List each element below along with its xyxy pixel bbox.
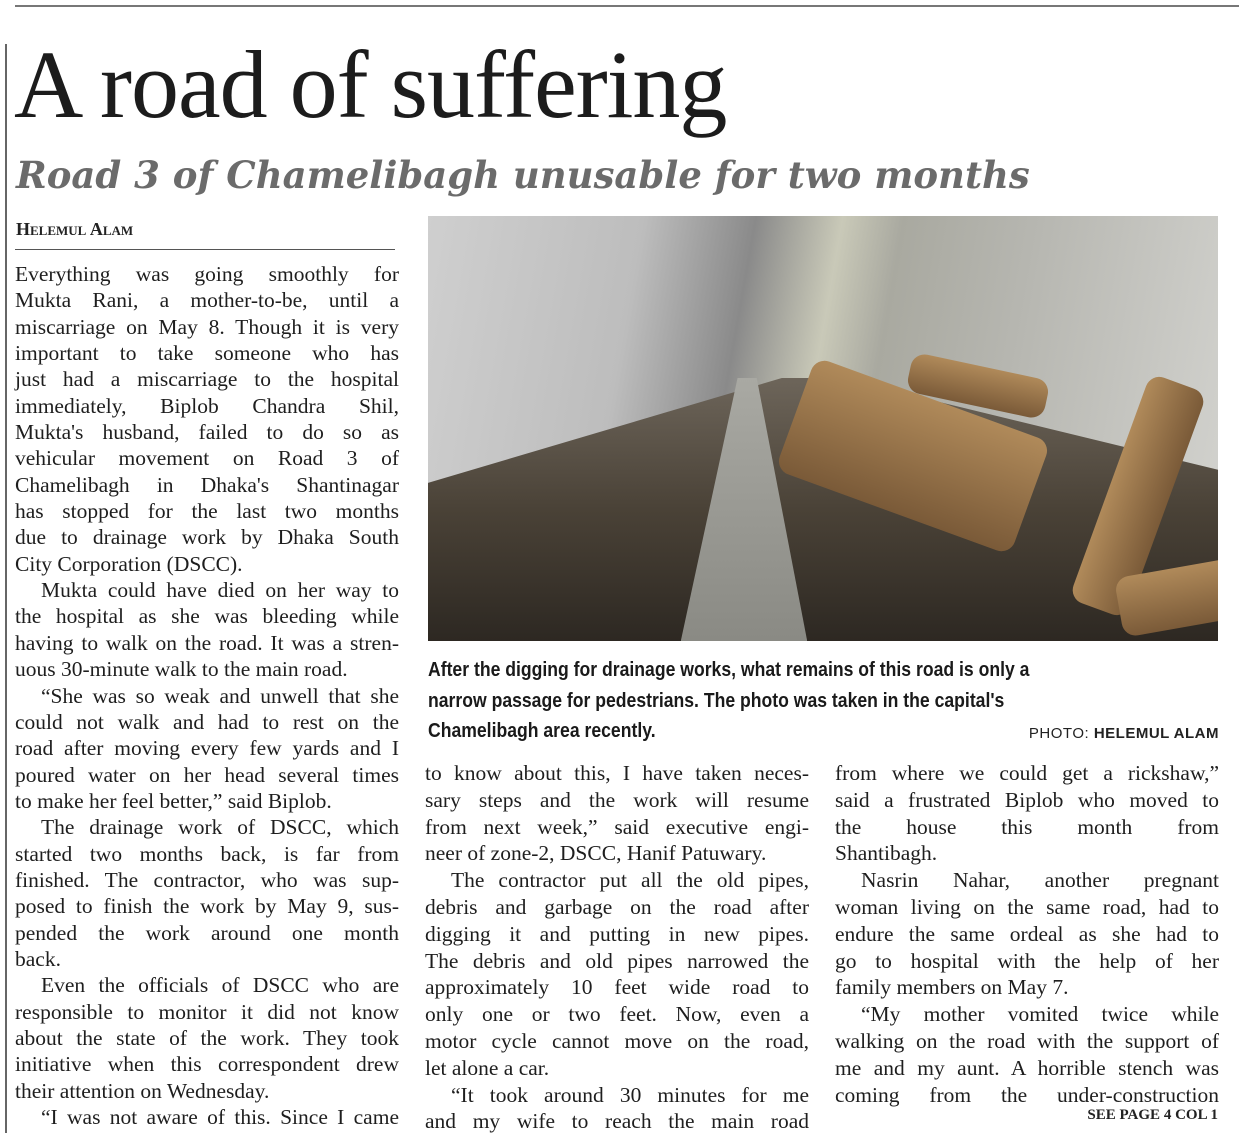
byline-rule [15,249,395,250]
text-line: just had a miscarriage to the hospital [15,367,399,392]
text-line: Nasrin Nahar, another pregnant [861,868,1219,893]
text-line: could not walk and had to rest on the [15,709,399,734]
caption-line: Chamelibagh area recently. [428,720,656,742]
text-line: Everything was going smoothly for [15,262,399,286]
text-line: go to hospital with the help of her [835,948,1219,973]
text-line: the hospital as she was bleeding while [15,604,399,629]
text-line: debris and garbage on the road after [425,894,809,919]
text-line: about the state of the work. They took [15,1025,399,1050]
text-line: coming from the under-construction [835,1082,1219,1107]
text-line: immediately, Biplob Chandra Shil, [15,393,399,418]
text-line: having to walk on the road. It was a stren- [15,630,399,655]
top-rule [15,5,1239,7]
text-line: The drainage work of DSCC, which [41,815,399,840]
text-line: neer of zone-2, DSCC, Hanif Patuwary. [425,841,767,866]
text-line: initiative when this correspondent drew [15,1052,399,1077]
text-line: to know about this, I have taken neces- [425,761,809,785]
text-line: from where we could get a rickshaw,” [835,761,1219,785]
text-line: Mukta's husband, failed to do so as [15,420,399,445]
text-line: to make her feel better,” said Biplob. [15,788,332,813]
text-line: “It took around 30 minutes for me [451,1082,809,1107]
photo-credit [1029,725,1219,742]
text-line: due to drainage work by Dhaka South [15,525,399,550]
text-line: endure the same ordeal as she had to [835,921,1219,946]
text-line: let alone a car. [425,1055,550,1080]
article-column-3 [835,760,1219,1108]
text-line: woman living on the same road, had to [835,894,1219,919]
text-line: motor cycle cannot move on the road, [425,1028,809,1053]
byline: Helemul Alam [16,219,134,239]
text-line: The debris and old pipes narrowed the [425,948,809,973]
text-line: started two months back, is far from [15,841,399,866]
text-line: said a frustrated Biplob who moved to [835,787,1219,812]
text-line: vehicular movement on Road 3 of [15,446,399,471]
caption-line: narrow passage for pedestrians. The photo was taken in the capital's [428,689,1005,712]
article-column-1 [15,261,399,1130]
text-line: Shantibagh. [835,841,938,866]
photo-credit-label: PHOTO: [1028,725,1090,742]
caption-line: After the digging for drainage works, what remains of this road is only a [428,659,1030,681]
continuation-note: SEE PAGE 4 COL 1 [1087,1107,1218,1123]
text-line: back. [15,946,61,971]
text-line: walking on the road with the support of [835,1028,1219,1053]
text-line: The contractor put all the old pipes, [451,868,809,893]
text-line: miscarriage on May 8. Though it is very [15,314,399,339]
text-line: road after moving every few yards and I [15,736,399,761]
text-line: “I was not aware of this. Since I came [41,1105,399,1129]
text-line: me and my aunt. A horrible stench was [835,1055,1219,1080]
headline: A road of suffering [14,31,727,138]
text-line: only one or two feet. Now, even a [425,1002,809,1027]
article-column-2 [425,760,809,1135]
text-line: poured water on her head several times [15,762,399,787]
photo-caption [428,655,1123,747]
article-photo [428,216,1218,641]
text-line: family members on May 7. [835,975,1069,1000]
text-line: Chamelibagh in Dhaka's Shantinagar [15,472,399,497]
text-line: and my wife to reach the main road [425,1109,809,1134]
text-line: Mukta could have died on her way to [41,578,399,603]
text-line: “She was so weak and unwell that she [41,683,399,708]
text-line: from next week,” said executive engi- [425,814,809,839]
text-line: sary steps and the work will resume [425,787,809,812]
text-line: posed to finish the work by May 9, sus- [15,894,399,919]
text-line: responsible to monitor it did not know [15,999,399,1024]
left-border [5,44,7,1133]
text-line: their attention on Wednesday. [15,1078,270,1103]
text-line: Even the officials of DSCC who are [41,973,399,998]
text-line: finished. The contractor, who was sup- [15,867,399,892]
text-line: the house this month from [835,814,1219,839]
subheadline: Road 3 of Chamelibagh unusable for two months [16,153,1030,197]
text-line: has stopped for the last two months [15,499,399,524]
text-line: important to take someone who has [15,341,399,366]
text-line: approximately 10 feet wide road to [425,975,809,1000]
text-line: Mukta Rani, a mother-to-be, until a [15,288,399,313]
text-line: “My mother vomited twice while [861,1002,1219,1027]
text-line: uous 30-minute walk to the main road. [15,657,348,682]
text-line: City Corporation (DSCC). [15,551,243,576]
text-line: pended the work around one month [15,920,399,945]
photo-credit-name: HELEMUL ALAM [1093,725,1219,742]
text-line: digging it and putting in new pipes. [425,921,809,946]
